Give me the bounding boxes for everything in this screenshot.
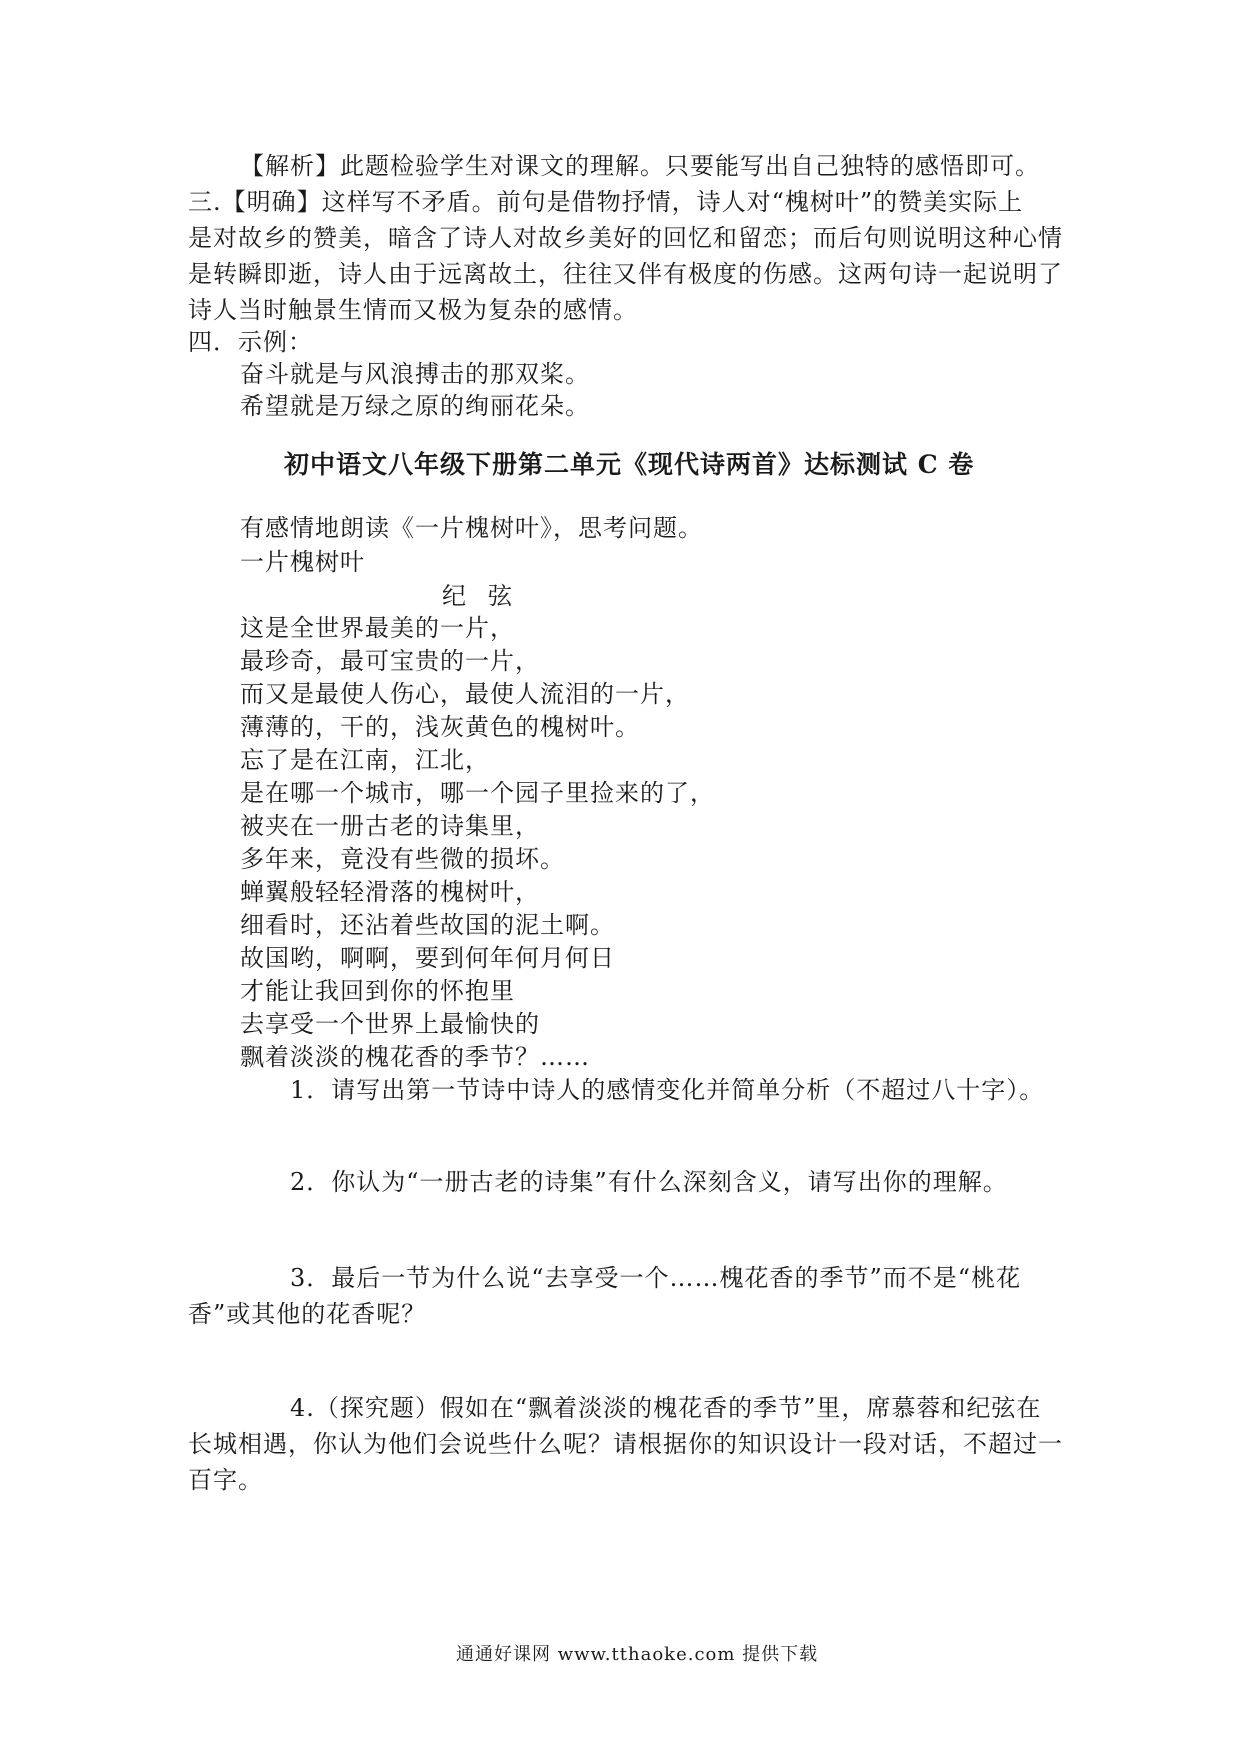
- example-line-1: 奋斗就是与风浪搏击的那双桨。: [240, 360, 590, 388]
- question-4-line-3: 百字。: [188, 1466, 263, 1494]
- answer-item3-line-3: 是转瞬即逝，诗人由于远离故土，往往又伴有极度的伤感。这两句诗一起说明了: [188, 260, 1063, 288]
- poem-title: 一片槐树叶: [240, 548, 365, 576]
- question-4-line-2: 长城相遇，你认为他们会说些什么呢？请根据你的知识设计一段对话，不超过一: [188, 1430, 1063, 1458]
- poem-author: 纪弦: [442, 582, 534, 610]
- example-line-2: 希望就是万绿之原的绚丽花朵。: [240, 392, 590, 420]
- poem-line: 这是全世界最美的一片，: [240, 614, 515, 642]
- analysis-line: 【解析】此题检验学生对课文的理解。只要能写出自己独特的感悟即可。: [240, 152, 1040, 180]
- question-1: 1．请写出第一节诗中诗人的感情变化并简单分析（不超过八十字）。: [290, 1076, 1045, 1104]
- poem-line: 薄薄的，干的，浅灰黄色的槐树叶。: [240, 713, 640, 741]
- poem-line: 最珍奇，最可宝贵的一片，: [240, 647, 540, 675]
- question-4-line-1: 4.（探究题）假如在“飘着淡淡的槐花香的季节”里，席慕蓉和纪弦在: [290, 1394, 1042, 1422]
- answer-item3-line-1: 三.【明确】这样写不矛盾。前句是借物抒情，诗人对“槐树叶”的赞美实际上: [188, 188, 1024, 216]
- poem-line: 多年来，竟没有些微的损坏。: [240, 845, 565, 873]
- poem-line: 去享受一个世界上最愉快的: [240, 1010, 540, 1038]
- answer-item3-line-4: 诗人当时触景生情而又极为复杂的感情。: [188, 296, 638, 324]
- question-2: 2．你认为“一册古老的诗集”有什么深刻含义，请写出你的理解。: [290, 1168, 1008, 1196]
- poem-line: 是在哪一个城市，哪一个园子里捡来的了，: [240, 779, 715, 807]
- question-3-line-1: 3．最后一节为什么说“去享受一个……槐花香的季节”而不是“桃花: [290, 1264, 1022, 1292]
- poem-line: 蝉翼般轻轻滑落的槐树叶，: [240, 878, 540, 906]
- answer-item3-line-2: 是对故乡的赞美，暗含了诗人对故乡美好的回忆和留恋；而后句则说明这种心情: [188, 224, 1063, 252]
- poem-line: 忘了是在江南，江北，: [240, 746, 490, 774]
- poem-line: 而又是最使人伤心，最使人流泪的一片，: [240, 680, 690, 708]
- poem-line: 细看时，还沾着些故国的泥土啊。: [240, 911, 615, 939]
- poem-line: 故国哟，啊啊，要到何年何月何日: [240, 944, 615, 972]
- answer-item4-heading: 四．示例：: [188, 328, 313, 356]
- poem-line: 才能让我回到你的怀抱里: [240, 977, 515, 1005]
- question-3-line-2: 香”或其他的花香呢？: [188, 1300, 427, 1328]
- test-instruction: 有感情地朗读《一片槐树叶》，思考问题。: [240, 514, 703, 542]
- poem-line: 被夹在一册古老的诗集里，: [240, 812, 540, 840]
- test-title: 初中语文八年级下册第二单元《现代诗两首》达标测试 C 卷: [284, 450, 975, 479]
- page-footer: 通通好课网 www.tthaoke.com 提供下载: [456, 1644, 819, 1665]
- poem-line: 飘着淡淡的槐花香的季节？……: [240, 1043, 590, 1071]
